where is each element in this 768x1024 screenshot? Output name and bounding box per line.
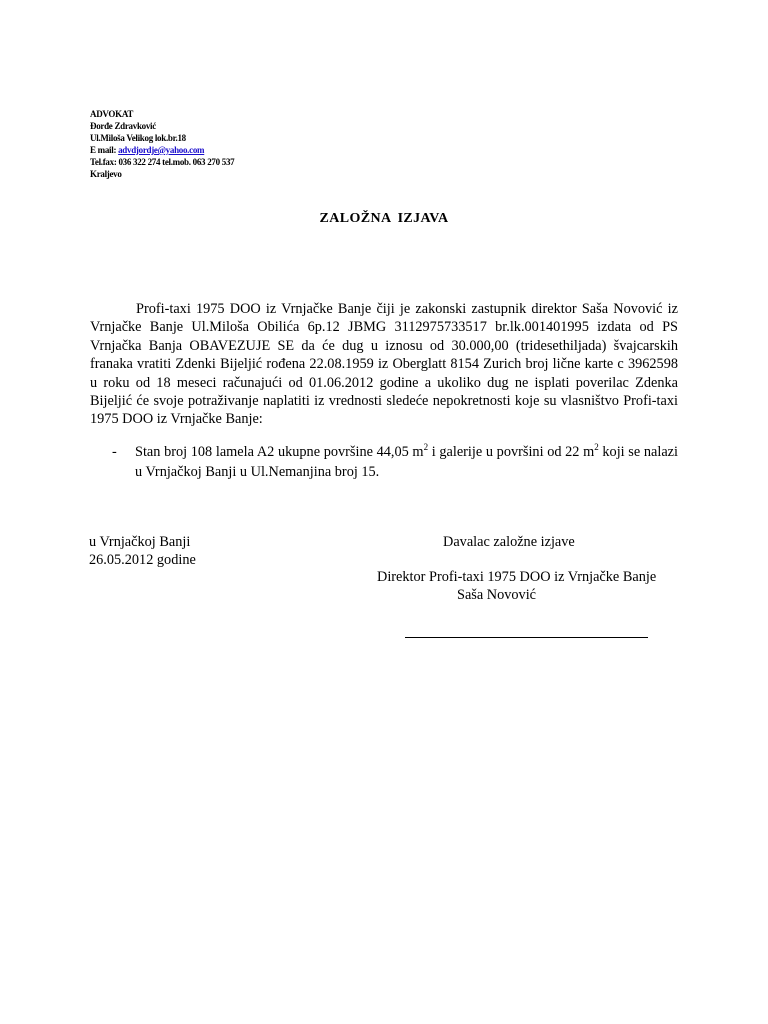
letterhead-city: Kraljevo bbox=[90, 169, 122, 179]
giver-label: Davalac založne izjave bbox=[443, 534, 575, 550]
body-paragraph: Profi-taxi 1975 DOO iz Vrnjačke Banje čiji je zakonski zastupnik direktor Saša Novović iz Vrnjačke Banje Ul.Miloša Obilića 6p.12 JBMG 3112975733517 br.lk.001401995 izdata od PS Vrnjačka Banja OBAVEZUJE SE da će dug u iznosu od 30.000,00 (tridesethiljada) švajcarskih franaka vratiti Zdenki Bijeljić rođena 22.08.1959 iz Oberglatt 8154 Zurich broj lične karte c 3962598 u roku od 18 meseci računajući od 01.06.2012 godine a ukoliko dug ne isplati poverilac Zdenka Bijeljić će svoje potraživanje naplatiti iz vrednosti sledeće nepokretnosti koje su vlasništvo Profi-taxi 1975 DOO iz Vrnjačke Banje: bbox=[90, 301, 678, 428]
signature-line bbox=[405, 637, 648, 638]
property-text-1: Stan broj 108 lamela A2 ukupne površine 44,05 m bbox=[135, 444, 424, 460]
superscript-2: 2 bbox=[594, 442, 599, 452]
bullet-dash: - bbox=[112, 444, 117, 460]
letterhead-address: Ul.Miloša Velikog lok.br.18 bbox=[90, 133, 186, 143]
property-text-2: i galerije u površini od 22 m bbox=[428, 444, 595, 460]
property-description bbox=[135, 442, 678, 482]
superscript-2: 2 bbox=[423, 442, 429, 452]
letterhead-email-label: E mail: bbox=[90, 145, 117, 155]
title-word-1: ZALOŽNA bbox=[319, 211, 392, 226]
director-line: Direktor Profi-taxi 1975 DOO iz Vrnjačke Banje bbox=[377, 569, 657, 585]
property-text-3: koji se nalazi u Vrnjačkoj Banji u Ul.Nemanjina broj 15. bbox=[135, 444, 678, 480]
director-block bbox=[377, 568, 656, 604]
letterhead-email-row bbox=[90, 144, 390, 156]
place: u Vrnjačkoj Banji bbox=[89, 534, 191, 550]
title-word-2: IZJAVA bbox=[397, 211, 449, 226]
property-list-item bbox=[112, 442, 678, 482]
email-link[interactable]: advdjordje@yahoo.com bbox=[118, 145, 205, 155]
letterhead bbox=[90, 108, 390, 180]
place-date-block bbox=[89, 533, 196, 569]
letterhead-phone: Tel.fax: 036 322 274 tel.mob. 063 270 537 bbox=[90, 157, 235, 167]
document-title bbox=[0, 211, 768, 227]
date: 26.05.2012 godine bbox=[89, 552, 196, 568]
letterhead-title: ADVOKAT bbox=[90, 109, 134, 119]
letterhead-name: Đorđe Zdravković bbox=[90, 121, 156, 131]
director-name: Saša Novović bbox=[457, 587, 537, 603]
